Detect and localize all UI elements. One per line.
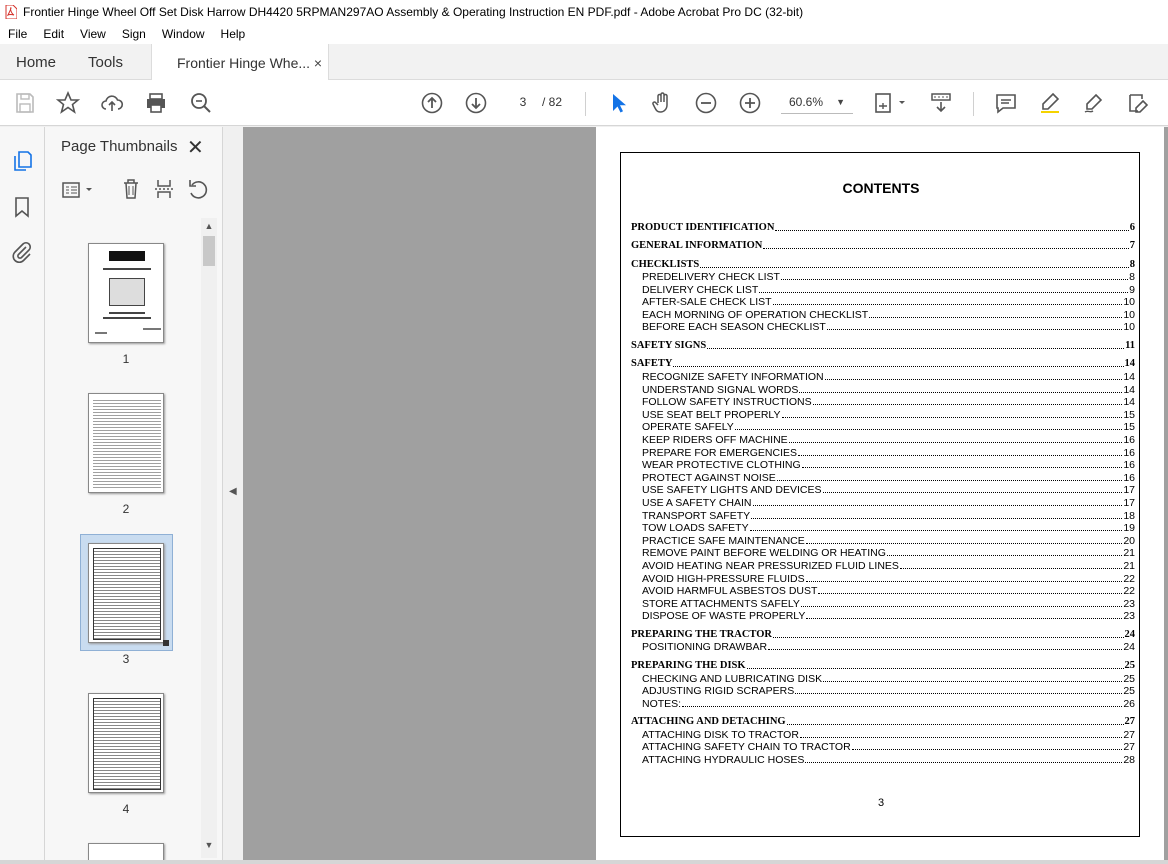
- thumbnail-text-line: [103, 268, 151, 270]
- attachments-paperclip-icon[interactable]: [10, 240, 34, 264]
- toc-leader-dots: [753, 505, 1123, 506]
- toolbar-divider: [585, 92, 586, 116]
- toc-leader-dots: [825, 379, 1123, 380]
- toc-entry-page: 27: [1124, 716, 1135, 728]
- toc-entry[interactable]: [631, 534, 1135, 547]
- status-strip: [0, 860, 1168, 864]
- menu-edit[interactable]: Edit: [43, 27, 65, 41]
- toc-leader-dots: [900, 568, 1122, 569]
- menu-file[interactable]: File: [8, 27, 28, 41]
- toc-entry-page: 8: [1129, 271, 1135, 284]
- toc-entry-page: 17: [1123, 497, 1135, 509]
- toc-entry-page: 14: [1123, 383, 1135, 396]
- toc-entry-page: 26: [1123, 697, 1135, 710]
- toc-entry[interactable]: [631, 421, 1135, 434]
- toc-entry[interactable]: [631, 408, 1135, 421]
- acrobat-pdf-icon: [5, 5, 17, 19]
- toc-entry-page: 23: [1123, 597, 1135, 610]
- toc-entry[interactable]: [631, 710, 1135, 729]
- toc-leader-dots: [773, 637, 1124, 638]
- toc-leader-dots: [750, 530, 1123, 531]
- toc-entry[interactable]: [631, 585, 1135, 598]
- toc-leader-dots: [747, 668, 1124, 669]
- page-thumbnail-3[interactable]: [88, 543, 164, 643]
- toc-entry[interactable]: [631, 653, 1135, 672]
- collapse-panel-icon[interactable]: ◀: [229, 486, 237, 497]
- toc-entry[interactable]: [631, 383, 1135, 396]
- zoom-in-icon[interactable]: [737, 90, 763, 116]
- save-icon[interactable]: [12, 90, 38, 116]
- toc-entry[interactable]: [631, 215, 1135, 234]
- toc-entry[interactable]: [631, 697, 1135, 710]
- toc-entry-label: ATTACHING DISK TO TRACTOR: [642, 728, 799, 741]
- toc-entry-page: 19: [1123, 522, 1135, 535]
- zoom-search-icon[interactable]: [188, 90, 214, 116]
- toc-entry-label: TOW LOADS SAFETY: [642, 522, 749, 535]
- toc-entry[interactable]: [631, 283, 1135, 296]
- toc-leader-dots: [759, 292, 1128, 293]
- toc-entry-page: 24: [1123, 641, 1135, 654]
- tab-home[interactable]: Home: [16, 53, 57, 71]
- toc-entry[interactable]: [631, 509, 1135, 522]
- close-tab-icon[interactable]: ×: [313, 54, 322, 71]
- toc-entry-page: 28: [1123, 754, 1135, 766]
- toc-entry[interactable]: [631, 370, 1135, 383]
- toc-entry-page: 6: [1129, 221, 1135, 233]
- toc-leader-dots: [777, 480, 1123, 481]
- toc-entry-label: USE SEAT BELT PROPERLY: [642, 408, 781, 421]
- toc-leader-dots: [818, 593, 1122, 594]
- toc-entry-label: PREDELIVERY CHECK LIST: [642, 271, 780, 284]
- next-page-icon[interactable]: [463, 90, 489, 116]
- toc-entry[interactable]: [631, 672, 1135, 685]
- toc-leader-dots: [806, 618, 1122, 619]
- page-thumbnails-icon[interactable]: [10, 149, 34, 173]
- toc-entry-label: POSITIONING DRAWBAR: [642, 641, 768, 654]
- toc-entry-label: ATTACHING HYDRAULIC HOSES: [642, 754, 805, 766]
- page-thumbnail-4[interactable]: [88, 693, 164, 793]
- delete-page-icon[interactable]: [119, 177, 143, 201]
- toc-entry[interactable]: [631, 296, 1135, 309]
- toc-entry-label: CHECKING AND LUBRICATING DISK: [642, 672, 823, 685]
- menu-help[interactable]: Help: [220, 27, 246, 41]
- toc-entry-page: 18: [1123, 509, 1135, 522]
- tab-bar: [0, 44, 1168, 80]
- toc-entry-page: 10: [1123, 296, 1135, 309]
- toc-entry-label: PRACTICE SAFE MAINTENANCE: [642, 534, 805, 547]
- toc-leader-dots: [852, 749, 1123, 750]
- title-bar: [0, 0, 1168, 24]
- toc-entry-page: 21: [1123, 559, 1135, 572]
- toc-entry-label: PREPARING THE TRACTOR: [631, 628, 772, 640]
- toc-entry-page: 10: [1123, 321, 1135, 334]
- toc-entry-page: 21: [1123, 547, 1135, 560]
- toc-entry[interactable]: [631, 741, 1135, 754]
- toc-entry-label: USE SAFETY LIGHTS AND DEVICES: [642, 484, 822, 497]
- extract-pages-icon[interactable]: [152, 177, 176, 201]
- hand-tool-icon[interactable]: [649, 90, 675, 116]
- toc-leader-dots: [682, 706, 1122, 707]
- toc-leader-dots: [802, 467, 1123, 468]
- tab-document-label: Frontier Hinge Whe...: [177, 54, 311, 71]
- thumbnail-text-line: [95, 332, 107, 334]
- toc-entry[interactable]: [631, 446, 1135, 459]
- tab-document[interactable]: [151, 44, 329, 81]
- chevron-down-icon: ▼: [836, 96, 845, 107]
- toc-leader-dots: [735, 429, 1123, 430]
- toc-entry-label: ATTACHING AND DETACHING: [631, 716, 786, 728]
- toc-entry-label: DISPOSE OF WASTE PROPERLY: [642, 610, 806, 623]
- toc-entry-label: NOTES:: [642, 697, 682, 710]
- fill-sign-icon[interactable]: [1125, 90, 1151, 116]
- toc-leader-dots: [782, 417, 1123, 418]
- toc-leader-dots: [751, 518, 1122, 519]
- toc-leader-dots: [781, 279, 1128, 280]
- thumbnail-options-icon[interactable]: [61, 179, 97, 201]
- toc-entry-label: AFTER-SALE CHECK LIST: [642, 296, 772, 309]
- page-thumbnail-5[interactable]: [88, 843, 164, 860]
- toc-entry-page: 8: [1129, 258, 1135, 270]
- toc-entry-label: AVOID HARMFUL ASBESTOS DUST: [642, 585, 818, 598]
- window-title: Frontier Hinge Wheel Off Set Disk Harrow DH4420 5RPMAN297AO Assembly & Operating Instruction EN PDF.pdf - Adobe Acrobat Pro DC (32-bit): [23, 5, 804, 19]
- menu-sign[interactable]: Sign: [121, 27, 146, 41]
- toc-entry-label: AVOID HEATING NEAR PRESSURIZED FLUID LINES: [642, 559, 899, 572]
- toc-entry-label: TRANSPORT SAFETY: [642, 509, 751, 522]
- toc-entry[interactable]: [631, 685, 1135, 698]
- toc-entry-page: 16: [1123, 459, 1135, 472]
- toc-entry[interactable]: [631, 496, 1135, 509]
- toc-entry[interactable]: [631, 753, 1135, 766]
- toc-entry-page: 14: [1123, 396, 1135, 409]
- menu-bar: [0, 24, 1168, 44]
- draw-freehand-icon[interactable]: [1081, 90, 1107, 116]
- toc-leader-dots: [763, 248, 1128, 249]
- thumbnail-image: [109, 278, 145, 306]
- toc-entry[interactable]: [631, 522, 1135, 535]
- toc-leader-dots: [805, 762, 1122, 763]
- toc-entry-label: PROTECT AGAINST NOISE: [642, 471, 776, 484]
- toc-entry[interactable]: [631, 641, 1135, 654]
- toc-entry-page: 27: [1123, 741, 1135, 754]
- toc-entry-label: FOLLOW SAFETY INSTRUCTIONS: [642, 396, 812, 409]
- toc-entry-label: OPERATE SAFELY: [642, 421, 734, 434]
- thumbnail-text-block: [93, 698, 161, 790]
- thumbnail-label-1: 1: [122, 352, 130, 366]
- toc-entry-label: SAFETY SIGNS: [631, 339, 707, 351]
- toc-entry-page: 25: [1123, 672, 1135, 685]
- page-number-footer: 3: [877, 797, 885, 809]
- toc-entry-page: 17: [1123, 484, 1135, 497]
- toc-entry-page: 16: [1123, 434, 1135, 447]
- toc-leader-dots: [700, 267, 1128, 268]
- scroll-up-icon[interactable]: ▲: [204, 221, 214, 231]
- comment-icon[interactable]: [993, 90, 1019, 116]
- toc-leader-dots: [798, 455, 1122, 456]
- toc-entry[interactable]: [631, 459, 1135, 472]
- thumbnail-text-block: [93, 398, 161, 490]
- toc-entry[interactable]: [631, 433, 1135, 446]
- toc-entry-page: 11: [1125, 339, 1135, 351]
- table-of-contents: [631, 215, 1135, 766]
- toc-entry-label: PRODUCT IDENTIFICATION: [631, 221, 775, 233]
- tab-tools[interactable]: Tools: [88, 53, 124, 71]
- toc-entry[interactable]: [631, 622, 1135, 641]
- rotate-page-icon[interactable]: [186, 177, 210, 201]
- toc-leader-dots: [823, 492, 1123, 493]
- toc-entry-label: BEFORE EACH SEASON CHECKLIST: [642, 321, 826, 334]
- toc-leader-dots: [795, 693, 1122, 694]
- thumbnail-text-line: [103, 317, 151, 319]
- toc-leader-dots: [800, 737, 1122, 738]
- toc-entry-label: STORE ATTACHMENTS SAFELY: [642, 597, 800, 610]
- toc-entry-page: 14: [1124, 358, 1135, 370]
- fit-page-icon[interactable]: [873, 90, 909, 116]
- toc-entry[interactable]: [631, 610, 1135, 623]
- toc-leader-dots: [887, 555, 1122, 556]
- toc-leader-dots: [801, 606, 1122, 607]
- toc-entry-page: 15: [1123, 421, 1135, 434]
- toc-entry[interactable]: [631, 559, 1135, 572]
- toc-entry[interactable]: [631, 333, 1135, 352]
- toc-leader-dots: [813, 404, 1123, 405]
- scroll-mode-icon[interactable]: [928, 90, 954, 116]
- pdf-page: [596, 127, 1164, 864]
- toc-leader-dots: [768, 649, 1122, 650]
- toc-entry[interactable]: [631, 271, 1135, 284]
- toc-entry[interactable]: [631, 728, 1135, 741]
- page-border: [620, 152, 1140, 837]
- toc-entry-label: USE A SAFETY CHAIN: [642, 497, 752, 509]
- toolbar-divider: [973, 92, 974, 116]
- toc-entry-page: 7: [1129, 240, 1135, 251]
- toc-leader-dots: [827, 329, 1123, 330]
- toc-entry-label: PREPARING THE DISK: [631, 659, 746, 671]
- toc-entry[interactable]: [631, 352, 1135, 371]
- toc-entry-page: 10: [1123, 308, 1135, 321]
- thumbnail-text-line: [143, 328, 161, 330]
- toc-leader-dots: [869, 317, 1122, 318]
- toc-entry[interactable]: [631, 308, 1135, 321]
- toc-entry-page: 23: [1123, 610, 1135, 623]
- thumbnail-label-2: 2: [122, 502, 130, 516]
- zoom-level-dropdown[interactable]: [781, 90, 853, 114]
- close-panel-icon[interactable]: ✕: [187, 137, 204, 159]
- toc-entry-page: 22: [1123, 572, 1135, 585]
- navigation-rail: [0, 127, 45, 864]
- panel-splitter[interactable]: [223, 127, 243, 864]
- scroll-down-icon[interactable]: ▼: [204, 840, 214, 850]
- toc-entry[interactable]: [631, 396, 1135, 409]
- thumbnails-scrollbar[interactable]: [201, 218, 217, 858]
- toc-entry[interactable]: [631, 597, 1135, 610]
- toc-entry-page: 14: [1123, 371, 1135, 384]
- toc-entry-page: 15: [1123, 408, 1135, 421]
- toc-entry-label: DELIVERY CHECK LIST: [642, 283, 759, 296]
- scrollbar-thumb[interactable]: [203, 236, 215, 266]
- toc-leader-dots: [789, 442, 1123, 443]
- toc-entry-page: 27: [1123, 728, 1135, 741]
- toc-entry-label: KEEP RIDERS OFF MACHINE: [642, 434, 788, 447]
- menu-window[interactable]: Window: [161, 27, 205, 41]
- toc-entry-label: ATTACHING SAFETY CHAIN TO TRACTOR: [642, 741, 851, 754]
- print-icon[interactable]: [143, 90, 169, 116]
- toc-entry[interactable]: [631, 321, 1135, 334]
- page-thumbnail-2[interactable]: [88, 393, 164, 493]
- zoom-out-icon[interactable]: [693, 90, 719, 116]
- toc-entry-page: 25: [1124, 659, 1135, 671]
- toc-leader-dots: [707, 348, 1124, 349]
- page-total-label: / 82: [542, 95, 563, 109]
- toc-leader-dots: [823, 681, 1122, 682]
- toc-leader-dots: [773, 304, 1123, 305]
- toc-entry-label: EACH MORNING OF OPERATION CHECKLIST: [642, 308, 869, 321]
- toc-entry-page: 16: [1123, 446, 1135, 459]
- thumbnail-corner-marker: [163, 640, 169, 646]
- bookmark-star-icon[interactable]: [55, 90, 81, 116]
- bookmarks-icon[interactable]: [10, 195, 34, 219]
- page-number-input[interactable]: 3: [508, 90, 538, 114]
- upload-cloud-icon[interactable]: [99, 90, 125, 116]
- previous-page-icon[interactable]: [419, 90, 445, 116]
- toc-entry-label: GENERAL INFORMATION: [631, 240, 763, 251]
- toc-entry-label: UNDERSTAND SIGNAL WORDS: [642, 383, 799, 396]
- panel-title: Page Thumbnails: [61, 138, 178, 155]
- toc-entry-label: PREPARE FOR EMERGENCIES: [642, 446, 797, 459]
- toc-entry-label: AVOID HIGH-PRESSURE FLUIDS: [642, 572, 805, 585]
- contents-heading: CONTENTS: [842, 180, 920, 196]
- toc-entry-page: 24: [1124, 628, 1135, 640]
- toc-entry[interactable]: [631, 471, 1135, 484]
- toc-entry[interactable]: [631, 547, 1135, 560]
- thumbnail-label-4: 4: [122, 802, 130, 816]
- toc-entry-label: SAFETY: [631, 358, 673, 370]
- toc-leader-dots: [799, 392, 1122, 393]
- toc-leader-dots: [787, 724, 1124, 725]
- page-thumbnail-1[interactable]: [88, 243, 164, 343]
- zoom-level-value: 60.6%: [789, 94, 824, 109]
- toc-entry-label: REMOVE PAINT BEFORE WELDING OR HEATING: [642, 547, 886, 560]
- thumbnail-text-line: [109, 312, 145, 314]
- toc-entry[interactable]: [631, 252, 1135, 271]
- toc-entry-label: WEAR PROTECTIVE CLOTHING: [642, 459, 801, 472]
- highlight-pen-icon[interactable]: [1037, 90, 1063, 116]
- frontier-logo: [109, 251, 145, 261]
- toc-entry-label: RECOGNIZE SAFETY INFORMATION: [642, 371, 824, 384]
- toc-entry-page: 16: [1123, 471, 1135, 484]
- toc-entry-page: 9: [1129, 283, 1135, 296]
- select-cursor-icon[interactable]: [605, 90, 631, 116]
- toc-entry-label: ADJUSTING RIGID SCRAPERS: [642, 685, 795, 698]
- thumbnail-label-3: 3: [122, 652, 130, 666]
- thumbnail-text-block: [93, 548, 161, 640]
- toc-entry-page: 20: [1123, 534, 1135, 547]
- toc-leader-dots: [673, 366, 1123, 367]
- toc-entry-label: CHECKLISTS: [631, 258, 700, 270]
- toc-entry[interactable]: [631, 484, 1135, 497]
- toc-entry-page: 25: [1123, 685, 1135, 698]
- toc-leader-dots: [806, 581, 1123, 582]
- toc-entry[interactable]: [631, 234, 1135, 253]
- toc-entry-page: 22: [1123, 585, 1135, 598]
- menu-view[interactable]: View: [80, 27, 106, 41]
- toc-leader-dots: [775, 230, 1128, 231]
- toc-leader-dots: [806, 543, 1123, 544]
- toc-entry[interactable]: [631, 572, 1135, 585]
